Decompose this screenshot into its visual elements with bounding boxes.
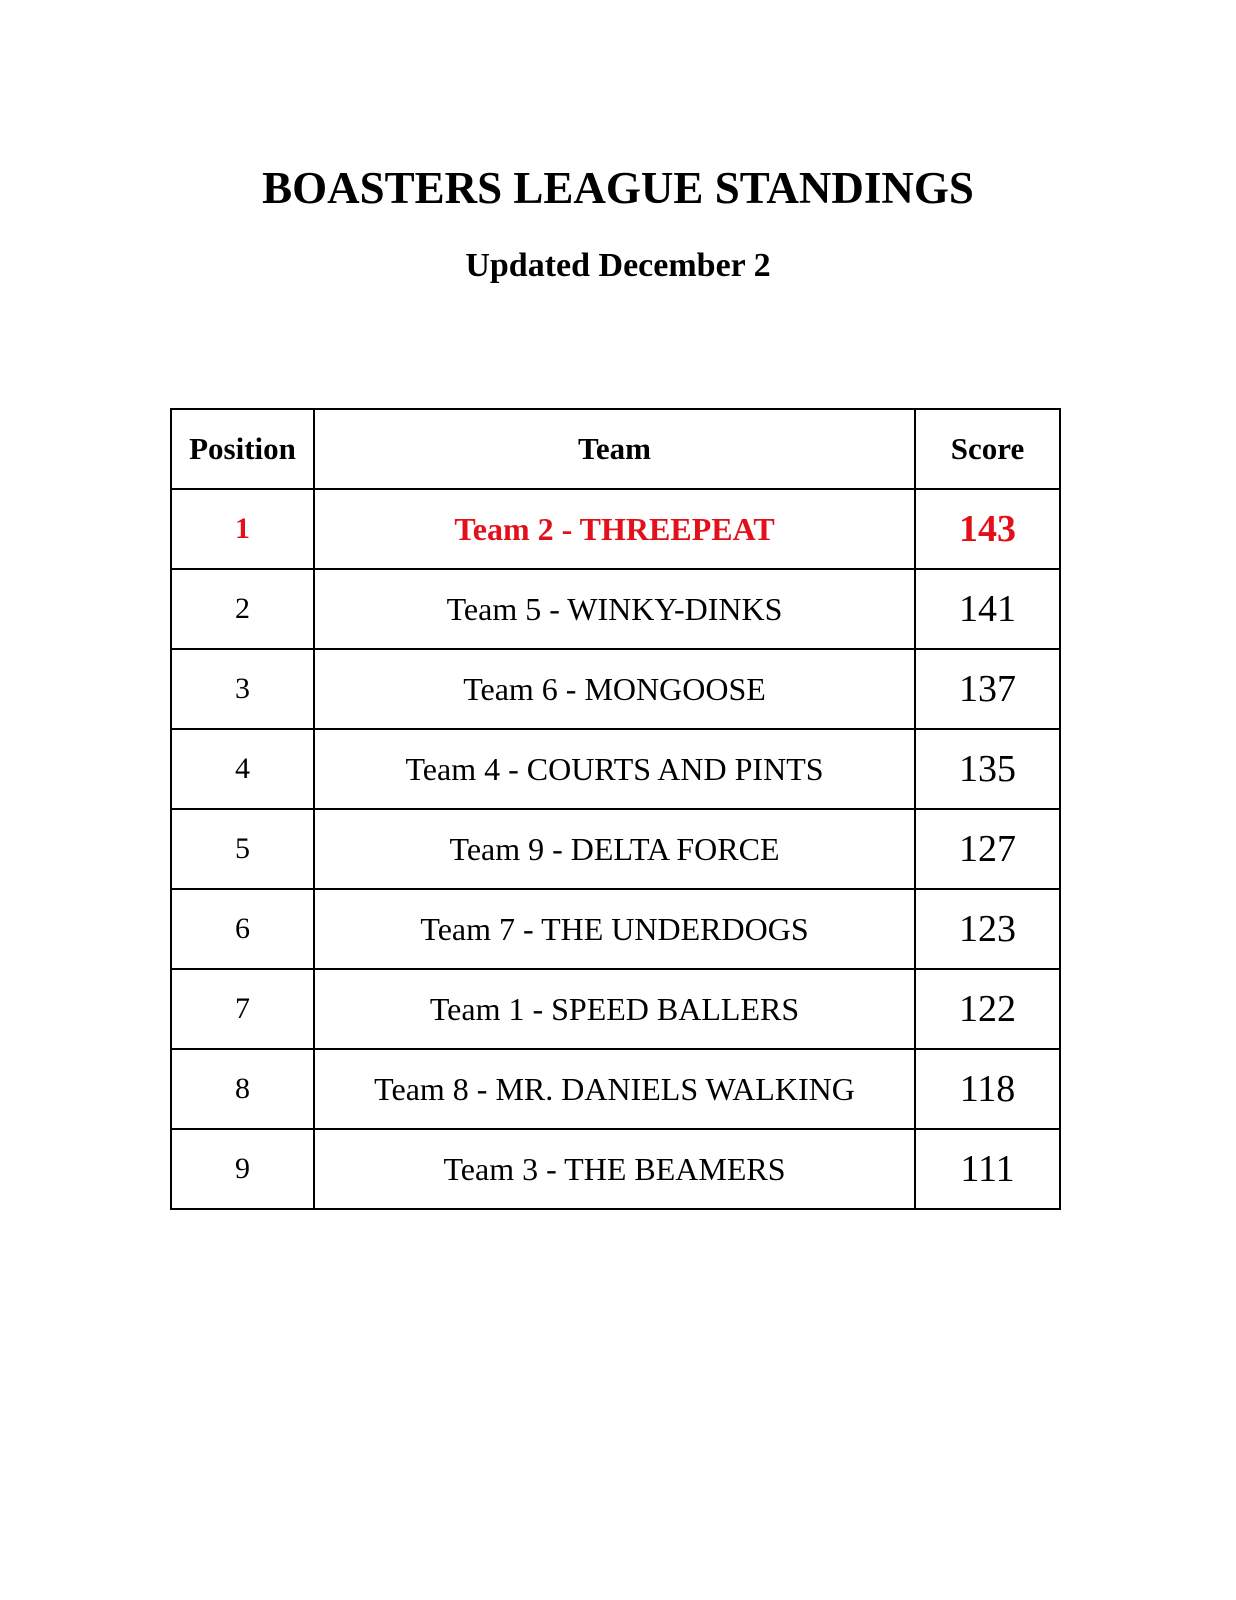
score-cell: 111 bbox=[915, 1129, 1060, 1209]
team-cell: Team 9 - DELTA FORCE bbox=[314, 809, 915, 889]
table-row bbox=[171, 969, 1060, 1049]
column-header-position: Position bbox=[171, 409, 314, 489]
team-cell: Team 2 - THREEPEAT bbox=[314, 489, 915, 569]
team-cell: Team 8 - MR. DANIELS WALKING bbox=[314, 1049, 915, 1129]
page-title: BOASTERS LEAGUE STANDINGS bbox=[262, 163, 974, 213]
score-cell: 141 bbox=[915, 569, 1060, 649]
table-row bbox=[171, 649, 1060, 729]
score-cell: 137 bbox=[915, 649, 1060, 729]
position-cell: 9 bbox=[171, 1129, 314, 1209]
standings-table bbox=[170, 408, 1061, 1210]
position-cell: 6 bbox=[171, 889, 314, 969]
team-cell: Team 1 - SPEED BALLERS bbox=[314, 969, 915, 1049]
position-cell: 3 bbox=[171, 649, 314, 729]
column-header-score: Score bbox=[915, 409, 1060, 489]
team-cell: Team 3 - THE BEAMERS bbox=[314, 1129, 915, 1209]
score-cell: 123 bbox=[915, 889, 1060, 969]
header-row bbox=[171, 409, 1060, 489]
table-row bbox=[171, 809, 1060, 889]
table-row bbox=[171, 729, 1060, 809]
table-row bbox=[171, 1129, 1060, 1209]
position-cell: 7 bbox=[171, 969, 314, 1049]
score-cell: 118 bbox=[915, 1049, 1060, 1129]
position-cell: 5 bbox=[171, 809, 314, 889]
position-cell: 4 bbox=[171, 729, 314, 809]
position-cell: 8 bbox=[171, 1049, 314, 1129]
team-cell: Team 5 - WINKY-DINKS bbox=[314, 569, 915, 649]
table-row bbox=[171, 569, 1060, 649]
page-subtitle: Updated December 2 bbox=[465, 247, 771, 284]
position-cell: 1 bbox=[171, 489, 314, 569]
table-row bbox=[171, 889, 1060, 969]
score-cell: 122 bbox=[915, 969, 1060, 1049]
score-cell: 135 bbox=[915, 729, 1060, 809]
column-header-team: Team bbox=[314, 409, 915, 489]
team-cell: Team 7 - THE UNDERDOGS bbox=[314, 889, 915, 969]
table-row-leader bbox=[171, 489, 1060, 569]
position-cell: 2 bbox=[171, 569, 314, 649]
team-cell: Team 6 - MONGOOSE bbox=[314, 649, 915, 729]
table-row bbox=[171, 1049, 1060, 1129]
team-cell: Team 4 - COURTS AND PINTS bbox=[314, 729, 915, 809]
score-cell: 127 bbox=[915, 809, 1060, 889]
score-cell: 143 bbox=[915, 489, 1060, 569]
